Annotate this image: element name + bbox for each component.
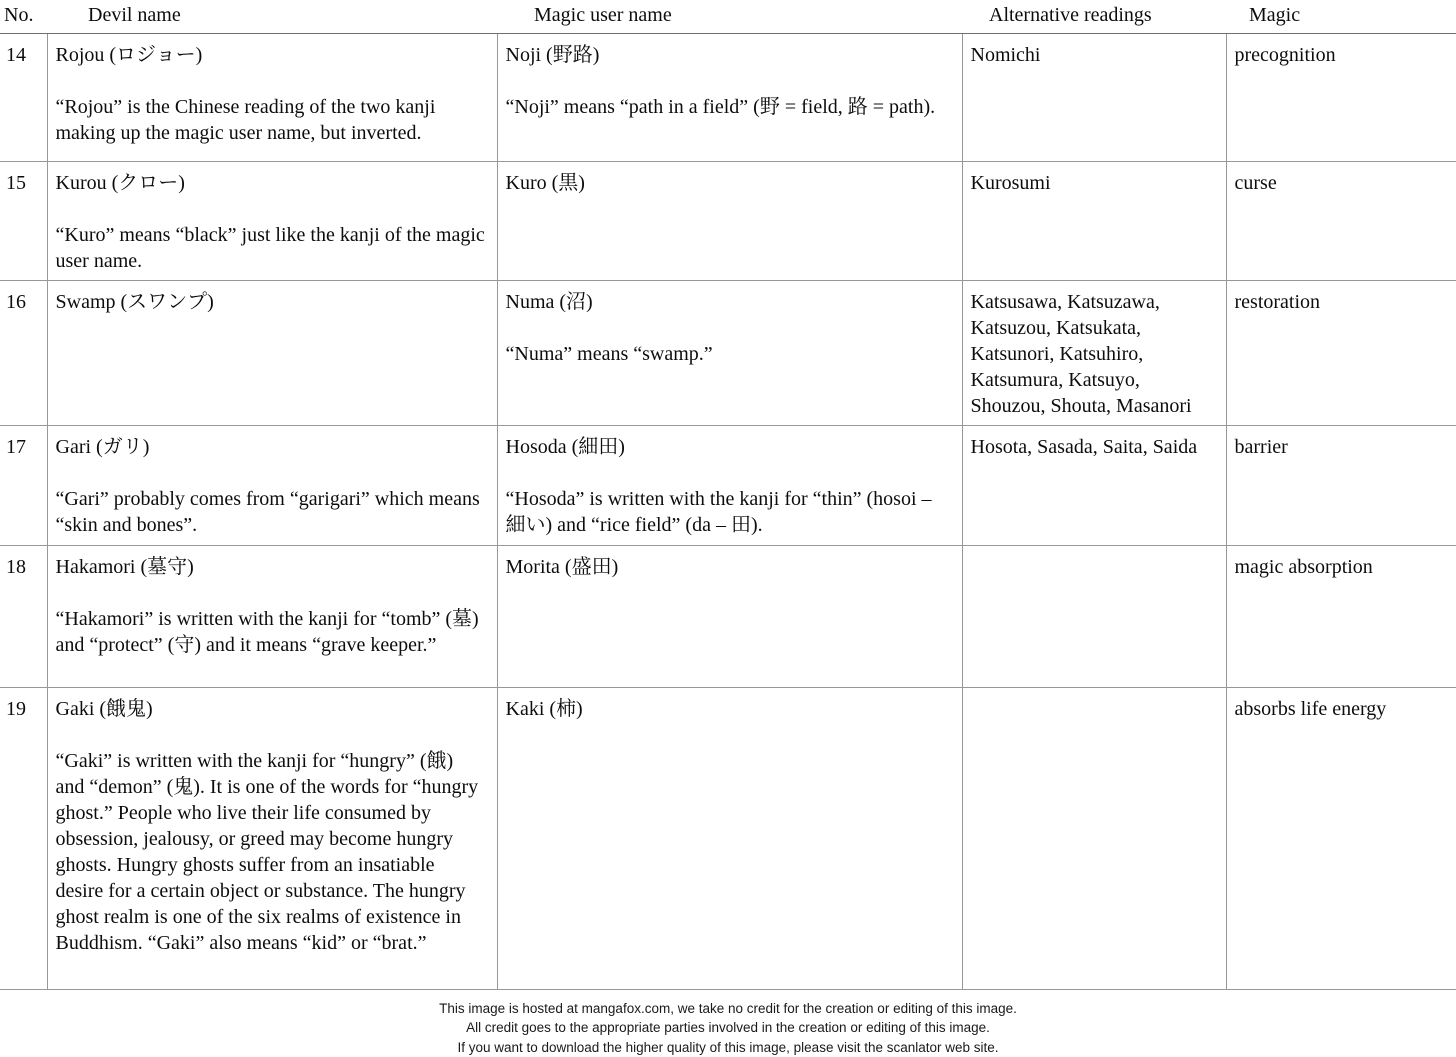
row-number: 19	[6, 696, 45, 722]
cell-devil-name	[47, 161, 497, 280]
table-header-row	[0, 0, 1456, 34]
cell-devil-name	[47, 280, 497, 425]
magic-type: absorbs life energy	[1235, 696, 1447, 722]
cell-no	[0, 545, 47, 687]
devil-note: “Rojou” is the Chinese reading of the two kanji making up the magic user name, but inverted.	[56, 94, 487, 146]
table-row	[0, 161, 1456, 280]
cell-alternative-readings	[962, 34, 1226, 161]
cell-alternative-readings	[962, 161, 1226, 280]
row-number: 18	[6, 554, 45, 580]
cell-no	[0, 280, 47, 425]
magic-user-name: Kuro (黒)	[506, 170, 952, 196]
footer-credits	[0, 990, 1456, 1057]
header-no: No.	[4, 4, 33, 27]
devil-name: Gari (ガリ)	[56, 434, 487, 460]
cell-no	[0, 687, 47, 989]
magic-user-note: “Noji” means “path in a field” (野 = field, 路 = path).	[506, 94, 952, 120]
header-magic: Magic	[1249, 4, 1300, 27]
magic-type: restoration	[1235, 289, 1447, 315]
cell-devil-name	[47, 34, 497, 161]
cell-magic-user-name	[497, 34, 962, 161]
cell-magic-user-name	[497, 425, 962, 545]
cell-magic	[1226, 280, 1456, 425]
devil-name: Swamp (スワンプ)	[56, 289, 487, 315]
alternative-readings: Katsusawa, Katsuzawa, Katsuzou, Katsukata, Katsunori, Katsuhiro, Katsumura, Katsuyo, Shouzou, Shouta, Masanori	[971, 289, 1216, 419]
cell-devil-name	[47, 425, 497, 545]
magic-user-name: Kaki (柿)	[506, 696, 952, 722]
cell-devil-name	[47, 687, 497, 989]
row-number: 14	[6, 42, 45, 68]
cell-magic	[1226, 545, 1456, 687]
devil-name: Kurou (クロー)	[56, 170, 487, 196]
alternative-readings: Nomichi	[971, 42, 1216, 68]
cell-no	[0, 34, 47, 161]
header-devil-name: Devil name	[88, 4, 181, 27]
table-row	[0, 687, 1456, 989]
magic-type: curse	[1235, 170, 1447, 196]
alternative-readings: Kurosumi	[971, 170, 1216, 196]
cell-magic-user-name	[497, 687, 962, 989]
cell-alternative-readings	[962, 687, 1226, 989]
cell-alternative-readings	[962, 545, 1226, 687]
magic-user-note: “Numa” means “swamp.”	[506, 341, 952, 367]
row-number: 17	[6, 434, 45, 460]
devil-name: Rojou (ロジョー)	[56, 42, 487, 68]
cell-no	[0, 425, 47, 545]
cell-magic	[1226, 34, 1456, 161]
table-row	[0, 34, 1456, 161]
header-alternative-readings: Alternative readings	[989, 4, 1152, 27]
alternative-readings: Hosota, Sasada, Saita, Saida	[971, 434, 1216, 460]
row-number: 15	[6, 170, 45, 196]
cell-alternative-readings	[962, 280, 1226, 425]
header-magic-user-name: Magic user name	[534, 4, 672, 27]
cell-no	[0, 161, 47, 280]
cell-magic	[1226, 687, 1456, 989]
table-row	[0, 425, 1456, 545]
row-number: 16	[6, 289, 45, 315]
magic-user-name: Morita (盛田)	[506, 554, 952, 580]
devil-name: Gaki (餓鬼)	[56, 696, 487, 722]
magic-user-note: “Hosoda” is written with the kanji for “thin” (hosoi – 細い) and “rice field” (da – 田).	[506, 486, 952, 538]
magic-user-name: Numa (沼)	[506, 289, 952, 315]
devil-name: Hakamori (墓守)	[56, 554, 487, 580]
cell-devil-name	[47, 545, 497, 687]
cell-magic-user-name	[497, 280, 962, 425]
cell-magic-user-name	[497, 545, 962, 687]
table-row	[0, 545, 1456, 687]
table-row	[0, 280, 1456, 425]
devil-note: “Hakamori” is written with the kanji for “tomb” (墓) and “protect” (守) and it means “grave keeper.”	[56, 606, 487, 658]
devil-note: “Gari” probably comes from “garigari” which means “skin and bones”.	[56, 486, 487, 538]
cell-magic	[1226, 425, 1456, 545]
magic-type: precognition	[1235, 42, 1447, 68]
devil-note: “Kuro” means “black” just like the kanji of the magic user name.	[56, 222, 487, 274]
magic-user-name: Hosoda (細田)	[506, 434, 952, 460]
footer-line-2: All credit goes to the appropriate parties involved in the creation or editing of this image.	[0, 1018, 1456, 1038]
devil-names-table	[0, 34, 1456, 990]
magic-user-name: Noji (野路)	[506, 42, 952, 68]
magic-type: magic absorption	[1235, 554, 1447, 580]
footer-line-3: If you want to download the higher quality of this image, please visit the scanlator web site.	[0, 1038, 1456, 1057]
devil-note: “Gaki” is written with the kanji for “hungry” (餓) and “demon” (鬼). It is one of the words for “hungry ghost.” People who live their life consumed by obsession, jealousy, or greed may become hungry ghosts. Hungry ghosts suffer from an insatiable desire for a certain object or substance. The hungry ghost realm is one of the six realms of existence in Buddhism. “Gaki” also means “kid” or “brat.”	[56, 748, 487, 956]
footer-line-1: This image is hosted at mangafox.com, we take no credit for the creation or editing of this image.	[0, 999, 1456, 1019]
cell-alternative-readings	[962, 425, 1226, 545]
cell-magic-user-name	[497, 161, 962, 280]
magic-type: barrier	[1235, 434, 1447, 460]
cell-magic	[1226, 161, 1456, 280]
